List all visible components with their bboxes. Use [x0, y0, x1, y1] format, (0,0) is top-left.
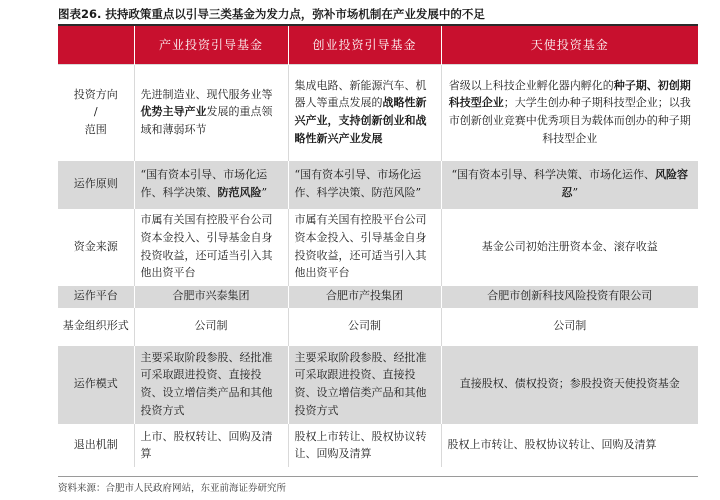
cell-principle-angel: [441, 160, 698, 208]
row-label-exit: 退出机制: [58, 423, 134, 467]
policy-table: [58, 26, 698, 467]
cell-funding-angel: 基金公司初始注册资本金、滚存收益: [441, 208, 698, 285]
row-label-org: 基金组织形式: [58, 307, 134, 345]
row-operating-principle: [58, 160, 698, 208]
cell-funding-venture: 市属有关国有控股平台公司资本金投入、引导基金自身投资收益，还可适当引入其他出资平台: [288, 208, 441, 285]
text-bold: 风险容忍: [561, 168, 689, 199]
header-angel-fund: 天使投资基金: [441, 26, 698, 64]
text-bold: 战略性新兴产业，支持创新创业和战略性新兴产业发展: [294, 96, 427, 145]
text-normal: ；大学生创办种子期科技型企业；以我市创新创业竞赛中优秀项目为载体而创办的种子期科技型企业: [448, 96, 691, 145]
text-bold: 优势主导产业: [140, 105, 207, 119]
text-normal: 省级以上科技企业孵化器内孵化的: [448, 78, 614, 92]
text-bold: 种子期、初创期科技型企业: [448, 78, 691, 110]
text-normal: 先进制造业、现代服务业等: [140, 87, 273, 101]
cell-platform-angel: 合肥市创新科技风险投资有限公司: [441, 285, 698, 307]
header-row: [58, 26, 698, 64]
text-normal: “国有资本引导、科学决策、市场化运作、: [451, 168, 656, 182]
row-label-funding: 资金来源: [58, 208, 134, 285]
row-label-mode: 运作模式: [58, 345, 134, 423]
cell-mode-angel: 直接股权、债权投资；参股投资天使投资基金: [441, 345, 698, 423]
cell-exit-industry: 上市、股权转让、回购及清算: [134, 423, 288, 467]
cell-principle-industry: [134, 160, 288, 208]
cell-funding-industry: 市属有关国有控股平台公司资本金投入、引导基金自身投资收益，还可适当引入其他出资平台: [134, 208, 288, 285]
cell-mode-industry: 主要采取阶段参股、经批准可采取跟进投资、直接投资、设立增信类产品和其他投资方式: [134, 345, 288, 423]
cell-org-industry: 公司制: [134, 307, 288, 345]
text-normal: ”: [572, 186, 579, 199]
cell-exit-angel: 股权上市转让、股权协议转让、回购及清算: [441, 423, 698, 467]
text-normal: ”: [261, 186, 268, 199]
cell-org-angel: 公司制: [441, 307, 698, 345]
cell-org-venture: 公司制: [288, 307, 441, 345]
row-fund-organization: [58, 307, 698, 345]
cell-principle-venture: “国有资本引导、市场化运作、科学决策、防范风险”: [288, 160, 441, 208]
cell-platform-industry: 合肥市兴泰集团: [134, 285, 288, 307]
row-label-principle: 运作原则: [58, 160, 134, 208]
cell-scope-angel: [441, 64, 698, 160]
text-normal: 发展的重点领域和薄弱环节: [140, 105, 273, 136]
row-operating-mode: [58, 345, 698, 423]
figure-title: 图表26. 扶持政策重点以引导三类基金为发力点，弥补市场机制在产业发展中的不足: [58, 7, 485, 21]
header-corner: [58, 26, 134, 64]
text-bold: 防范风险: [217, 186, 262, 199]
cell-mode-venture: 主要采取阶段参股、经批准可采取跟进投资、直接投资、设立增信类产品和其他投资方式: [288, 345, 441, 423]
text-normal: “国有资本引导、市场化运作、科学决策、: [140, 168, 268, 199]
text-normal: 集成电路、新能源汽车、机器人等重点发展的: [294, 78, 427, 110]
cell-scope-venture: [288, 64, 441, 160]
cell-platform-venture: 合肥市产投集团: [288, 285, 441, 307]
row-investment-scope: [58, 64, 698, 160]
row-funding-source: [58, 208, 698, 285]
cell-scope-industry: [134, 64, 288, 160]
row-operating-platform: [58, 285, 698, 307]
header-industry-fund: 产业投资引导基金: [134, 26, 288, 64]
source-note: 资料来源：合肥市人民政府网站，东亚前海证券研究所: [58, 483, 287, 494]
header-venture-fund: 创业投资引导基金: [288, 26, 441, 64]
row-label-scope: 投资方向 / 范围: [58, 64, 134, 160]
row-label-platform: 运作平台: [58, 285, 134, 307]
cell-exit-venture: 股权上市转让、股权协议转让、回购及清算: [288, 423, 441, 467]
row-exit-mechanism: [58, 423, 698, 467]
bottom-rule: [58, 476, 698, 477]
